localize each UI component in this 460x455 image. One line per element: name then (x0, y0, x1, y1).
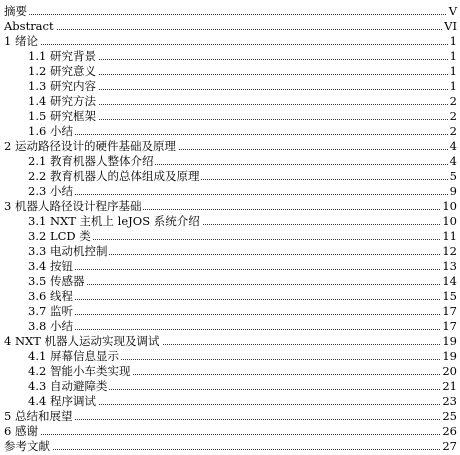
toc-entry[interactable] (0, 198, 460, 214)
toc-entry-page: 2 (449, 109, 457, 123)
dot-leader (28, 194, 456, 195)
dot-leader (28, 269, 456, 270)
toc-entry-page: VI (444, 19, 457, 33)
toc-entry[interactable] (0, 153, 460, 169)
toc-entry[interactable] (0, 228, 460, 244)
toc-entry[interactable] (0, 243, 460, 259)
toc-entry-title: 2 运动路径设计的硬件基础及原理 (4, 139, 176, 153)
toc-entry-title: 参考文献 (4, 439, 50, 453)
toc-entry-page: 2 (449, 94, 457, 108)
toc-entry-page: 1 (449, 49, 457, 63)
dot-leader (28, 314, 456, 315)
toc-entry-page: 1 (449, 64, 457, 78)
toc-entry[interactable] (0, 273, 460, 289)
toc-entry-title: 1.1 研究背景 (28, 49, 96, 63)
toc-entry-title: 4.2 智能小车类实现 (28, 364, 131, 378)
toc-entry-title: 1.3 研究内容 (28, 79, 96, 93)
toc-entry[interactable] (0, 123, 460, 139)
toc-entry[interactable] (0, 33, 460, 49)
dot-leader (28, 329, 456, 330)
toc-entry-page: 13 (442, 259, 457, 273)
dot-leader (28, 284, 456, 285)
toc-entry-title: 摘要 (4, 4, 27, 18)
toc-entry-page: 26 (442, 424, 457, 438)
toc-entry[interactable] (0, 258, 460, 274)
toc-entry-title: 2.3 小结 (28, 184, 73, 198)
toc-entry-page: 9 (449, 184, 457, 198)
toc-entry-title: 3.3 电动机控制 (28, 244, 108, 258)
dot-leader (4, 14, 456, 15)
dot-leader (28, 299, 456, 300)
toc-entry[interactable] (0, 108, 460, 124)
toc-entry-title: 3.7 监听 (28, 304, 73, 318)
toc-entry[interactable] (0, 63, 460, 79)
toc-entry[interactable] (0, 93, 460, 109)
toc-entry-title: 3.2 LCD 类 (28, 229, 91, 243)
toc-entry[interactable] (0, 408, 460, 424)
toc-entry-page: 17 (442, 304, 457, 318)
toc-entry-title: 4.1 屏幕信息显示 (28, 349, 119, 363)
toc-entry-title: 1 绪论 (4, 34, 38, 48)
toc-entry-title: 3.5 传感器 (28, 274, 85, 288)
toc-entry-page: 11 (442, 229, 457, 243)
toc-entry[interactable] (0, 363, 460, 379)
toc-entry-title: 4.3 自动避障类 (28, 379, 108, 393)
toc-entry-title: 3.1 NXT 主机上 leJOS 系统介绍 (28, 214, 200, 228)
toc-entry-title: 3.6 线程 (28, 289, 73, 303)
toc-entry-title: 4.4 程序调试 (28, 394, 96, 408)
toc-entry[interactable] (0, 3, 460, 19)
toc-entry[interactable] (0, 378, 460, 394)
toc-entry-page: 4 (449, 139, 457, 153)
toc-entry[interactable] (0, 183, 460, 199)
toc-entry[interactable] (0, 423, 460, 439)
toc-entry-title: 2.2 教育机器人的总体组成及原理 (28, 169, 200, 183)
dot-leader (4, 434, 456, 435)
toc-entry-page: 19 (442, 349, 457, 363)
toc-entry-page: 19 (442, 334, 457, 348)
toc-entry[interactable] (0, 168, 460, 184)
toc-entry-page: 23 (442, 394, 457, 408)
toc-entry[interactable] (0, 333, 460, 349)
toc-entry-page: 10 (442, 199, 457, 213)
toc-entry-page: 10 (442, 214, 457, 228)
toc-entry[interactable] (0, 348, 460, 364)
toc-entry-page: 5 (449, 169, 457, 183)
toc-entry-page: 20 (442, 364, 457, 378)
toc-entry-title: 1.6 小结 (28, 124, 73, 138)
dot-leader (4, 449, 456, 450)
toc-entry-page: 4 (449, 154, 457, 168)
toc-entry-page: 14 (442, 274, 457, 288)
toc-entry-title: 1.5 研究框架 (28, 109, 96, 123)
toc-entry[interactable] (0, 318, 460, 334)
toc-entry-page: 1 (449, 79, 457, 93)
toc-entry[interactable] (0, 288, 460, 304)
toc-entry-title: 3.8 小结 (28, 319, 73, 333)
dot-leader (4, 44, 456, 45)
dot-leader (4, 29, 456, 30)
toc-entry[interactable] (0, 18, 460, 34)
toc-entry-page: V (448, 4, 457, 18)
toc-entry-title: 5 总结和展望 (4, 409, 73, 423)
toc-entry-page: 27 (442, 439, 457, 453)
toc-entry-page: 25 (442, 409, 457, 423)
toc-entry-page: 1 (449, 34, 457, 48)
toc-entry[interactable] (0, 438, 460, 454)
toc-entry-title: 1.2 研究意义 (28, 64, 96, 78)
toc-entry[interactable] (0, 393, 460, 409)
toc-entry-title: 3.4 按钮 (28, 259, 73, 273)
toc-entry[interactable] (0, 138, 460, 154)
toc-entry-title: 1.4 研究方法 (28, 94, 96, 108)
toc-entry[interactable] (0, 303, 460, 319)
toc-entry-title: 3 机器人路径设计程序基础 (4, 199, 142, 213)
toc-entry-page: 21 (442, 379, 457, 393)
toc-entry-title: 4 NXT 机器人运动实现及调试 (4, 334, 160, 348)
toc-entry-title: 6 感谢 (4, 424, 38, 438)
toc-entry[interactable] (0, 48, 460, 64)
toc-entry-page: 2 (449, 124, 457, 138)
toc-entry-title: 2.1 教育机器人整体介绍 (28, 154, 154, 168)
dot-leader (28, 134, 456, 135)
toc-entry-title: Abstract (4, 19, 54, 33)
toc-entry-page: 15 (442, 289, 457, 303)
toc-entry[interactable] (0, 213, 460, 229)
toc-entry[interactable] (0, 78, 460, 94)
toc-entry-page: 17 (442, 319, 457, 333)
toc-entry-page: 12 (442, 244, 457, 258)
